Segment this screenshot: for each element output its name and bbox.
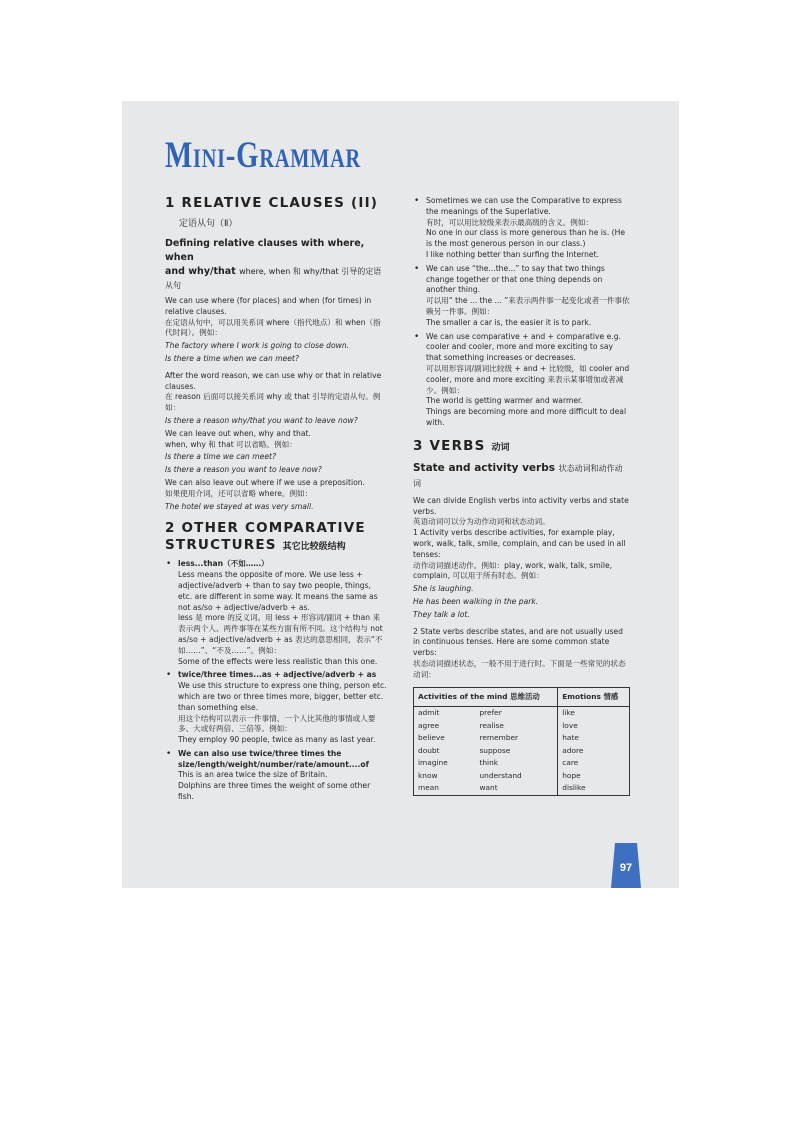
bullet-twice-size: • We can also use twice/three times the size/length/weight/number/rate/amount....of This is an area twice the size of Britain. Dolphins are three times the weight of some other fish. — [166, 748, 371, 802]
page-title: Mini-Grammar — [165, 135, 361, 176]
table-cell: love — [558, 720, 630, 733]
bullet-the-the: • We can use “the...the...” to say that two things change together or that one thing depends on another thing. 可以用“ the ... the ... ”来表示两件事一起变化或者一件事依赖另一件事。例如： The smaller a car is, the easier it is to park. — [414, 263, 630, 327]
paragraph: 2 State verbs describe states, and are not usually used in continuous tenses. Here are some common state verbs: — [413, 626, 623, 658]
section-1-heading: 1 RELATIVE CLAUSES (II) — [165, 195, 379, 211]
table-cell: dislike — [558, 782, 630, 795]
table-row — [414, 732, 630, 745]
table-row — [414, 745, 630, 758]
section-1-subheading: Defining relative clauses with where, when and why/that where, when 和 why/that 引导的定语从句 — [165, 238, 382, 290]
table-row — [414, 782, 630, 795]
bullet-comparative-superlative: • Sometimes we can use the Comparative to express the meanings of the Superlative. 有时，可以用比较级来表示最高级的含义。例如： No one in our class is more generous than he is. (He is the most generous person in our class.) I like nothing better than surfing the Internet. — [414, 196, 626, 259]
paragraph-cn: 在 reason 后面可以接关系词 why 或 that 引导的定语从句。例如： — [165, 392, 381, 413]
example: Is there a time we can meet? — [165, 452, 277, 462]
table-cell: suppose — [479, 745, 511, 755]
example: Is there a time when we can meet? — [165, 353, 299, 363]
table-header-emotions: Emotions 情感 — [558, 688, 630, 707]
paragraph-cn: 英语动词可以分为动作动词和状态动词。 — [413, 517, 550, 527]
example: The hotel we stayed at was very small. — [165, 501, 314, 511]
example: Is there a reason why/that you want to leave now? — [165, 415, 358, 425]
bullet-icon: • — [166, 670, 172, 681]
textbook-page — [122, 101, 679, 888]
table-cell: remember — [479, 733, 519, 743]
table-cell: understand — [479, 770, 522, 780]
paragraph-cn: 如果使用介词，还可以省略 where。例如： — [165, 488, 313, 498]
bullet-less-than: • less...than（不如……） Less means the opposite of more. We use less + adjective/adverb + than to say two people, things, etc. are different in some way. It means the same as not as/so + adjective/adverb + as. less 是 more 的反义词。用 less + 形容词/副词 + than 来表示两个人、两件事等在某些方面有所不同。这个结构与 not as/so + adjective/adverb + as 表达的意思相同，表示“不如……”、“不及……”。例如： Some of the effects were less realistic than this one. — [166, 559, 383, 666]
table-cell: think — [479, 758, 499, 768]
paragraph-cn: 状态动词描述状态，一般不用于进行时。下面是一些常见的状态动词： — [413, 658, 626, 679]
table-cell: mean — [418, 783, 439, 793]
table-header-mind: Activities of the mind 思维活动 — [414, 688, 558, 707]
bullet-comparative-and: • We can use comparative + and + comparative e.g. cooler and cooler, more and more exciting to say that something increases or decreases. 可以用形容词/副词比较级 + and + 比较级，如 cooler and cooler, more and more exciting 来表示某事增加或者减少。例如： The world is getting warmer and warmer. Things are becoming more and more difficult to deal with. — [414, 331, 630, 427]
table-cell: agree — [418, 720, 440, 730]
paragraph: 1 Activity verbs describe activities, for example play, work, walk, talk, smile, complain, and can be used in all tenses: — [413, 528, 626, 559]
example: Is there a reason you want to leave now? — [165, 465, 322, 475]
table-cell: want — [479, 783, 498, 793]
page-number: 97 — [619, 862, 633, 874]
bullet-twice-times: • twice/three times...as + adjective/adverb + as We use this structure to express one thing, person etc. which are two or three times more, bigger, better etc. than something else. 用这个结构可以表示一件事情、一个人比其他的事情或人要多、大或好两倍、三倍等。例如： They employ 90 people, twice as many as last year. — [166, 670, 387, 745]
table-row — [414, 757, 630, 770]
table-cell: hope — [558, 770, 630, 783]
example: The factory where I work is going to close down. — [165, 341, 350, 351]
table-cell: adore — [558, 745, 630, 758]
bullet-icon: • — [414, 263, 420, 274]
table-cell: admit — [418, 708, 440, 718]
table-cell: imagine — [418, 758, 448, 768]
paragraph: We can use where (for places) and when (for times) in relative clauses. — [165, 296, 372, 316]
section-3-heading: 3 VERBS 动词 — [413, 437, 510, 454]
example: She is laughing. — [413, 584, 474, 594]
example: He has been walking in the park. — [413, 596, 539, 606]
table-cell: doubt — [418, 745, 440, 755]
left-column — [165, 193, 387, 806]
page-number-tab — [611, 843, 641, 888]
paragraph-cn: 在定语从句中，可以用关系词 where（指代地点）和 when（指代时间）。例如： — [165, 317, 381, 338]
table-cell: care — [558, 757, 630, 770]
paragraph: After the word reason, we can use why or that in relative clauses. — [165, 370, 382, 391]
table-cell: hate — [558, 732, 630, 745]
table-row — [414, 707, 630, 720]
table-cell: believe — [418, 733, 445, 743]
example: They talk a lot. — [413, 609, 470, 619]
table-cell: know — [418, 770, 438, 780]
table-row — [414, 720, 630, 733]
bullet-icon: • — [414, 196, 420, 206]
table-cell: prefer — [479, 708, 502, 718]
table-cell: like — [558, 707, 630, 720]
paragraph: We can divide English verbs into activity verbs and state verbs. — [413, 495, 629, 516]
paragraph: We can leave out when, why and that. — [165, 428, 311, 438]
section-3-subheading: State and activity verbs 状态动词和动作动词 — [413, 461, 623, 488]
table-row — [414, 770, 630, 783]
paragraph-cn: 动作动词描述动作。例如：play, work, walk, talk, smile, complain, 可以用于所有时态。例如： — [413, 560, 613, 581]
state-verbs-table — [413, 687, 630, 796]
right-column — [413, 193, 630, 796]
section-2-heading: 2 OTHER COMPARATIVE STRUCTURES 其它比较级结构 — [165, 520, 366, 554]
bullet-icon: • — [166, 559, 172, 570]
paragraph-cn: when, why 和 that 可以省略。例如： — [165, 439, 297, 449]
bullet-icon: • — [414, 331, 420, 342]
bullet-icon: • — [166, 748, 172, 759]
paragraph: We can also leave out where if we use a preposition. — [165, 477, 365, 487]
table-cell: realise — [479, 720, 504, 730]
section-1-heading-cn: 定语从句（Ⅱ） — [179, 219, 238, 229]
